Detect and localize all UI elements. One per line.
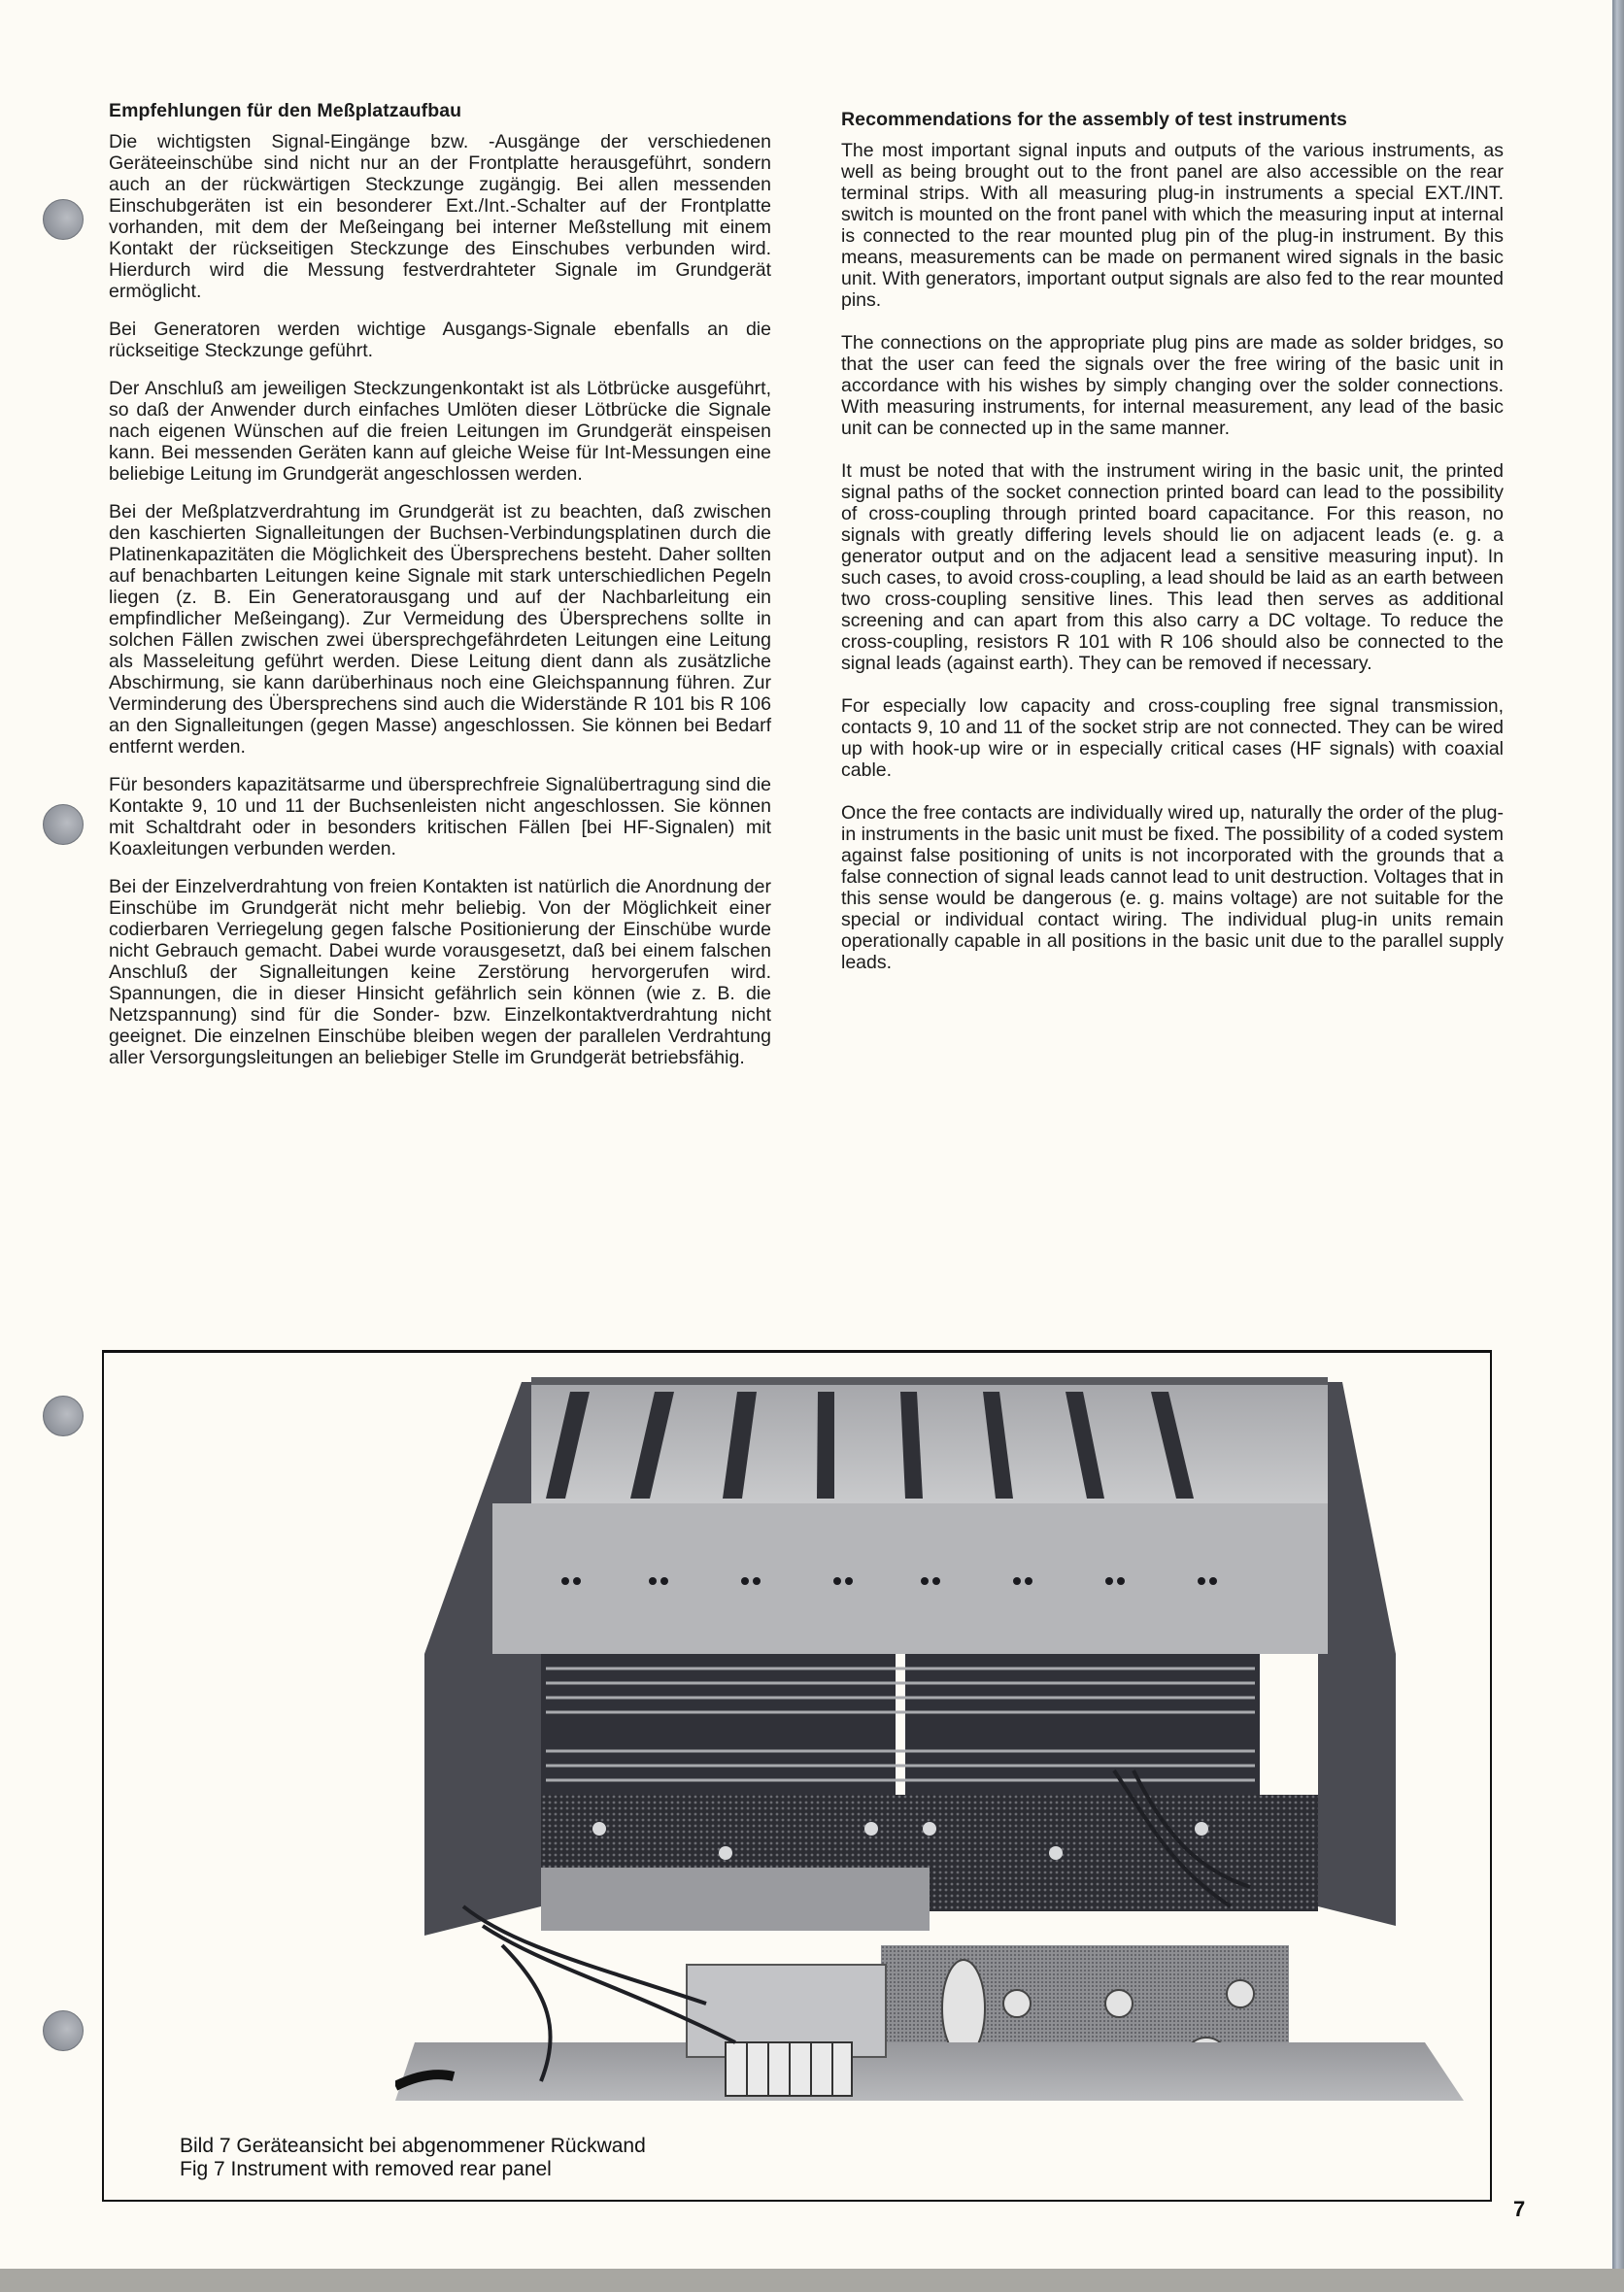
german-paragraph: Für besonders kapazitätsarme und übersprechfreie Signalübertragung sind die Kontakte 9, 10 und 11 der Buchsenleisten nicht angeschlossen. Sie können mit Schaltdraht oder in besonders kritischen Fällen [bei HF-Signalen) mit Koaxleitungen verbunden werden. [109,774,771,860]
binding-hole [43,804,84,845]
binding-hole [43,199,84,240]
connector-board-right [905,1654,1260,1795]
english-column [841,100,1504,994]
connector-board-left [541,1654,896,1795]
english-paragraph: For especially low capacity and cross-coupling free signal transmission, contacts 9, 10 and 11 of the socket strip are not connected. They can be wired up with hook-up wire or in especially critical cases (HF signals) with coaxial cable. [841,695,1504,781]
figure-7 [102,1350,1492,2202]
english-paragraph: It must be noted that with the instrument wiring in the basic unit, the printed signal paths of the socket connection printed board can lead to the possibility of cross-coupling through printed board capacitance. For this reason, no signals with greatly differing levels should lie on adjacent leads (e. g. a generator output and on the adjacent lead a sensitive measuring input). In such cases, to avoid cross-coupling, a lead should be laid as an earth between two cross-coupling sensitive lines. This lead then serves as additional screening and can apart from this also carry a DC voltage. To reduce the cross-coupling, resistors R 101 with R 106 should also be connected to the signal leads (against earth). They can be removed if necessary. [841,460,1504,674]
page-number: 7 [1513,2197,1526,2221]
german-column [109,100,771,1085]
english-heading: Recommendations for the assembly of test instruments [841,109,1347,130]
english-paragraph: Once the free contacts are individually wired up, naturally the order of the plug-in instruments in the basic unit must be fixed. The possibility of a coded system against false positioning of units is not incorporated with the grounds that a false connection of signal leads cannot lead to unit destruction. Voltages that in this sense would be dangerous (e. g. mains voltage) are not suitable for the special or individual contact wiring. The individual plug-in units remain operationally capable in all positions in the basic unit due to the parallel supply leads. [841,802,1504,973]
base-plate [395,2042,1464,2101]
caption-german: Bild 7 Geräteansicht bei abgenommener Rückwand [180,2135,646,2157]
binding-hole [43,1396,84,1436]
cabinet-right-side [1318,1382,1396,1926]
binding-hole [43,2010,84,2051]
english-paragraph: The connections on the appropriate plug pins are made as solder bridges, so that the user can feed the signals over the free wiring of the basic unit in accordance with his wishes by simply changing over the solder connections. With measuring instruments, for internal measurement, any lead of the basic unit can be connected up in the same manner. [841,332,1504,439]
scanner-bottom-edge [0,2269,1624,2292]
cabinet-left-side [424,1382,541,1936]
english-paragraph: The most important signal inputs and outputs of the various instruments, as well as being brought out to the front panel are also accessible on the rear terminal strips. With all measuring plug-in instruments a special EXT./INT. switch is mounted on the front panel with which the measuring input at internal is connected to the rear mounted plug pin of the plug-in instrument. By this means, measurements can be made on permanent wired signals in the basic unit. With generators, important output signals are also fed to the rear mounted pins. [841,140,1504,311]
german-paragraph: Bei der Einzelverdrahtung von freien Kontakten ist natürlich die Anordnung der Einschübe im Grundgerät nicht mehr beliebig. Von der Möglichkeit einer codierbaren Verriegelung gegen falsche Positionierung der Einschübe wurde nicht Gebrauch gemacht. Dabei wurde vorausgesetzt, daß bei einem falschen Anschluß der Signalleitungen keine Zerstörung hervorgerufen wird. Spannungen, die in dieser Hinsicht gefährlich sein können (wie z. B. die Netzspannung) sind für die Sonder- bzw. Einzelkontaktverdrahtung nicht geeignet. Die einzelnen Einschübe bleiben wegen der parallelen Verdrahtung aller Versorgungsleitungen an beliebiger Stelle im Grundgerät betriebsfähig. [109,876,771,1068]
figure-caption [180,2135,646,2181]
german-paragraph: Der Anschluß am jeweiligen Steckzungenkontakt ist als Lötbrücke ausgeführt, so daß der Anwender durch einfaches Umlöten dieser Lötbrücke die Signale nach eigenen Wünschen auf die freien Leitungen im Grundgerät einspeisen kann. Bei messenden Geräten kann auf gleiche Weise für Int-Messungen eine beliebige Leitung im Grundgerät angeschlossen werden. [109,378,771,485]
caption-english: Fig 7 Instrument with removed rear panel [180,2158,552,2180]
german-paragraph: Bei Generatoren werden wichtige Ausgangs-Signale ebenfalls an die rückseitige Steckzunge geführt. [109,319,771,361]
german-paragraph: Die wichtigsten Signal-Eingänge bzw. -Ausgänge der verschiedenen Geräteeinschübe sind nicht nur an der Frontplatte herausgeführt, sondern auch an der rückwärtigen Steckzunge zugängig. Bei allen messenden Einschubgeräten ist ein besonderer Ext./Int.-Schalter auf der Frontplatte vorhanden, mit dem der Meßeingang bei interner Meßstellung mit einem Kontakt der rückseitigen Steckzunge des Einschubes verbunden wird. Hierdurch wird die Messung festverdrahteter Signale im Grundgerät ermöglicht. [109,131,771,302]
german-heading: Empfehlungen für den Meßplatzaufbau [109,100,462,121]
instrument-photo [395,1363,1464,2101]
scanner-edge [1612,0,1624,2292]
german-paragraph: Bei der Meßplatzverdrahtung im Grundgerät ist zu beachten, daß zwischen den kaschierten Signalleitungen der Buchsen-Verbindungsplatinen durch die Platinenkapazitäten die Möglichkeit des Übersprechens besteht. Daher sollten auf benachbarten Leitungen keine Signale mit stark unterschiedlichen Pegeln liegen (z. B. Ein Generatorausgang und auf der Nachbarleitung ein empfindlicher Meßeingang). Zur Vermeidung des Übersprechens sollte in solchen Fällen zwischen zwei übersprechgefährdeten Leitungen eine Leitung als Masseleitung geführt werden. Diese Leitung dient dann als zusätzliche Abschirmung, sie kann darüberhinaus noch eine Gleichspannung führen. Zur Verminderung des Übersprechens sind auch die Widerstände R 101 bis R 106 an den Signalleitungen (gegen Masse) angeschlossen. Sie können bei Bedarf entfernt werden. [109,501,771,758]
